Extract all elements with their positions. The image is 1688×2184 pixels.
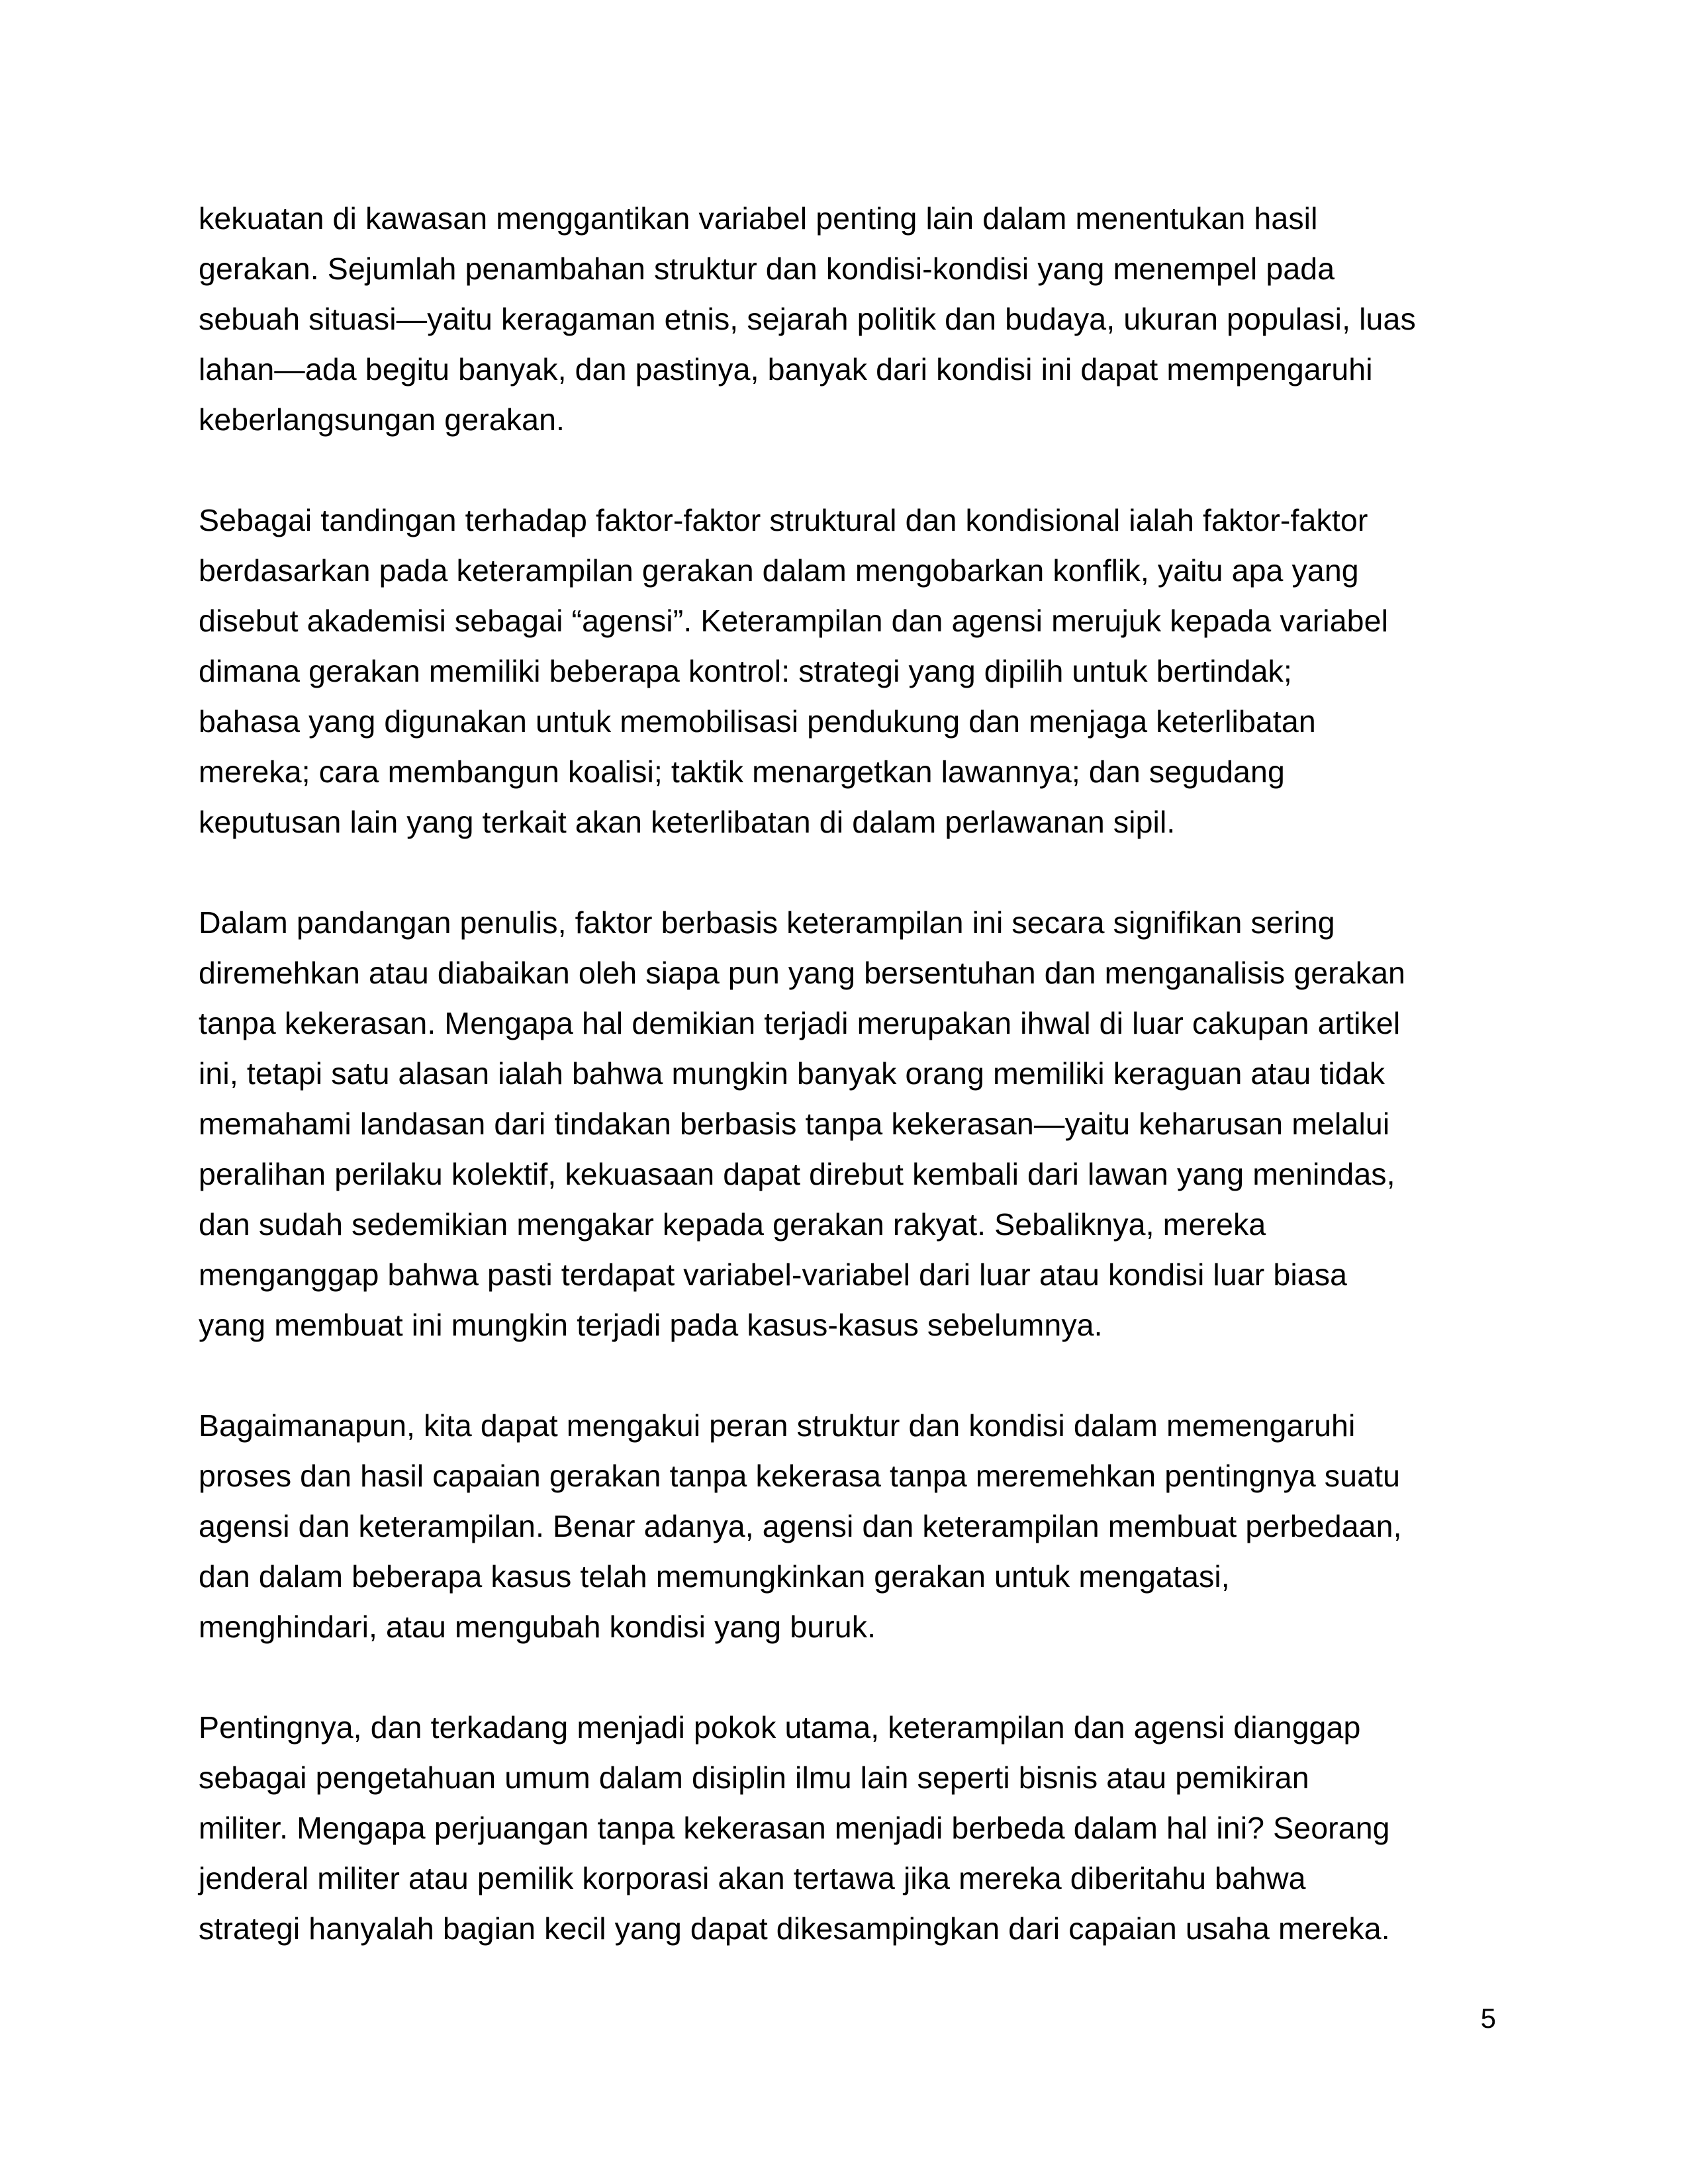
paragraph-5 (199, 1702, 1496, 1954)
text-line: menghindari, atau mengubah kondisi yang buruk. (199, 1610, 876, 1644)
page-number: 5 (1480, 2003, 1496, 2034)
text-line: ini, tetapi satu alasan ialah bahwa mungkin banyak orang memiliki keraguan atau tidak (199, 1056, 1385, 1091)
paragraph-4 (199, 1400, 1496, 1652)
text-line: yang membuat ini mungkin terjadi pada kasus-kasus sebelumnya. (199, 1308, 1103, 1342)
text-line: strategi hanyalah bagian kecil yang dapat dikesampingkan dari capaian usaha mereka. (199, 1911, 1390, 1946)
text-line: menganggap bahwa pasti terdapat variabel-variabel dari luar atau kondisi luar biasa (199, 1257, 1348, 1292)
text-line: diremehkan atau diabaikan oleh siapa pun yang bersentuhan dan menganalisis gerakan (199, 956, 1405, 990)
text-line: bahasa yang digunakan untuk memobilisasi pendukung dan menjaga keterlibatan (199, 704, 1316, 739)
text-line: Sebagai tandingan terhadap faktor-faktor struktural dan kondisional ialah faktor-faktor (199, 503, 1368, 537)
text-line: dan dalam beberapa kasus telah memungkinkan gerakan untuk mengatasi, (199, 1559, 1230, 1594)
text-line: proses dan hasil capaian gerakan tanpa kekerasa tanpa meremehkan pentingnya suatu (199, 1459, 1401, 1493)
text-line: sebagai pengetahuan umum dalam disiplin ilmu lain seperti bisnis atau pemikiran (199, 1760, 1309, 1795)
text-line: dan sudah sedemikian mengakar kepada gerakan rakyat. Sebaliknya, mereka (199, 1207, 1266, 1242)
text-line: peralihan perilaku kolektif, kekuasaan dapat direbut kembali dari lawan yang menindas, (199, 1157, 1395, 1191)
text-line: gerakan. Sejumlah penambahan struktur dan kondisi-kondisi yang menempel pada (199, 251, 1335, 286)
paragraph-1 (199, 193, 1496, 445)
text-line: mereka; cara membangun koalisi; taktik menargetkan lawannya; dan segudang (199, 754, 1285, 789)
paragraph-3 (199, 897, 1496, 1350)
text-line: keputusan lain yang terkait akan keterlibatan di dalam perlawanan sipil. (199, 805, 1176, 839)
body-text (199, 193, 1496, 2004)
text-line: disebut akademisi sebagai “agensi”. Keterampilan dan agensi merujuk kepada variabel (199, 604, 1389, 638)
text-line: Bagaimanapun, kita dapat mengakui peran struktur dan kondisi dalam memengaruhi (199, 1408, 1356, 1443)
text-line: Pentingnya, dan terkadang menjadi pokok utama, keterampilan dan agensi dianggap (199, 1710, 1361, 1745)
text-line: Dalam pandangan penulis, faktor berbasis keterampilan ini secara signifikan sering (199, 905, 1335, 940)
text-line: lahan—ada begitu banyak, dan pastinya, banyak dari kondisi ini dapat mempengaruhi (199, 352, 1373, 387)
text-line: jenderal militer atau pemilik korporasi akan tertawa jika mereka diberitahu bahwa (199, 1861, 1306, 1895)
text-line: kekuatan di kawasan menggantikan variabel penting lain dalam menentukan hasil (199, 201, 1318, 236)
text-line: tanpa kekerasan. Mengapa hal demikian terjadi merupakan ihwal di luar cakupan artikel (199, 1006, 1401, 1040)
text-line: sebuah situasi—yaitu keragaman etnis, sejarah politik dan budaya, ukuran populasi, luas (199, 302, 1416, 336)
text-line: berdasarkan pada keterampilan gerakan dalam mengobarkan konflik, yaitu apa yang (199, 553, 1359, 588)
text-line: militer. Mengapa perjuangan tanpa kekerasan menjadi berbeda dalam hal ini? Seorang (199, 1811, 1390, 1845)
paragraph-2 (199, 495, 1496, 847)
text-line: dimana gerakan memiliki beberapa kontrol: strategi yang dipilih untuk bertindak; (199, 654, 1292, 688)
text-line: agensi dan keterampilan. Benar adanya, agensi dan keterampilan membuat perbedaan, (199, 1509, 1402, 1543)
text-line: memahami landasan dari tindakan berbasis tanpa kekerasan—yaitu keharusan melalui (199, 1107, 1390, 1141)
text-line: keberlangsungan gerakan. (199, 402, 565, 437)
